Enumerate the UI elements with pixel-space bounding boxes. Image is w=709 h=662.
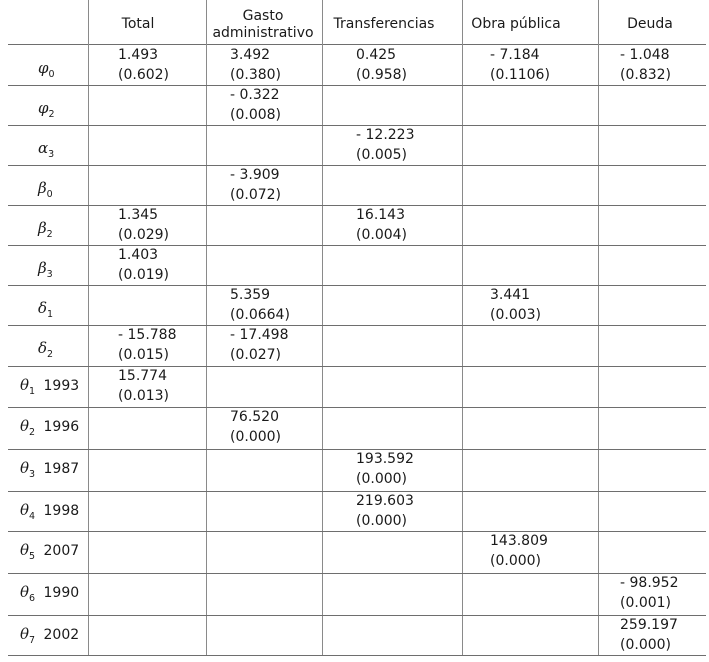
parameter-subscript: 4 [29,511,36,522]
header-rule [8,44,706,45]
coefficient-estimate: - 1.048 [620,47,670,63]
parameter-letter: α [38,139,49,157]
p-value: (0.001) [620,594,672,611]
p-value: (0.015) [118,346,170,363]
column-header: Transferencias [333,16,435,32]
p-value: (0.000) [620,636,672,653]
parameter-subscript: 5 [29,551,36,562]
parameter-subscript: 3 [29,469,36,480]
p-value: (0.1106) [490,66,550,83]
parameter-subscript: 3 [46,269,53,280]
row-label [38,99,55,120]
column-header: Obra pública [471,16,561,32]
row-rule [8,245,706,246]
parameter-subscript: 3 [48,149,55,160]
coefficient-estimate: 1.493 [118,47,159,63]
parameter-letter: θ [20,625,30,643]
row-label [20,583,79,604]
coefficient-estimate: 1.403 [118,247,159,263]
row-label [20,417,79,438]
parameter-letter: β [38,219,47,237]
break-year: 1998 [39,503,80,519]
break-year: 1996 [39,419,80,435]
coefficient-estimate: 5.359 [230,287,271,303]
coefficient-estimate: 219.603 [356,493,414,509]
p-value: (0.0664) [230,306,290,323]
coefficient-cell [490,532,548,571]
parameter-symbol [20,417,36,438]
parameter-symbol [38,179,53,200]
parameter-symbol [20,583,36,604]
p-value: (0.029) [118,226,170,243]
coefficient-estimate: 3.441 [490,287,531,303]
parameter-symbol [38,99,55,120]
coefficient-cell [356,206,407,245]
coefficient-cell [230,326,289,365]
parameter-letter: φ [38,99,49,117]
coefficient-estimate: 15.774 [118,368,167,384]
row-rule [8,325,706,326]
break-year: 1990 [39,585,80,601]
break-year: 1993 [39,378,80,394]
column-divider [322,0,323,655]
parameter-letter: δ [38,299,48,317]
parameter-symbol [38,259,53,280]
coefficient-estimate: 76.520 [230,409,279,425]
parameter-letter: θ [20,376,30,394]
parameter-symbol [38,139,55,160]
p-value: (0.000) [490,552,542,569]
p-value: (0.005) [356,146,408,163]
row-label [38,179,53,200]
coefficient-cell [118,367,169,406]
parameter-symbol [38,59,55,80]
p-value: (0.602) [118,66,170,83]
column-header: Deuda [627,16,673,32]
row-rule [8,531,706,532]
coefficient-cell [118,246,169,285]
coefficient-cell [230,166,281,205]
parameter-subscript: 0 [46,189,53,200]
coefficient-cell [356,126,415,165]
p-value: (0.004) [356,226,408,243]
p-value: (0.013) [118,387,170,404]
row-label [20,459,79,480]
coefficient-estimate: - 12.223 [356,127,415,143]
parameter-letter: δ [38,339,48,357]
coefficient-estimate: 193.592 [356,451,414,467]
coefficient-cell [356,46,407,85]
row-rule [8,285,706,286]
coefficient-cell [230,46,281,85]
row-label [20,625,79,646]
parameter-subscript: 2 [47,349,54,360]
column-header: Gasto administrativo [212,8,314,41]
row-rule [8,407,706,408]
p-value: (0.000) [356,470,408,487]
coefficient-estimate: 0.425 [356,47,397,63]
column-divider [206,0,207,655]
row-rule [8,165,706,166]
p-value: (0.008) [230,106,282,123]
column-divider [88,0,89,655]
parameter-symbol [38,339,54,360]
parameter-symbol [38,299,54,320]
p-value: (0.003) [490,306,542,323]
coefficient-cell [620,574,679,613]
coefficient-estimate: - 3.909 [230,167,280,183]
parameter-symbol [20,541,36,562]
row-label [20,501,79,522]
coefficient-estimate: 259.197 [620,617,678,633]
p-value: (0.000) [230,428,282,445]
p-value: (0.072) [230,186,282,203]
parameter-subscript: 6 [29,593,36,604]
parameter-letter: θ [20,459,30,477]
row-label [38,139,54,160]
break-year: 2002 [39,627,80,643]
row-label [20,376,79,397]
coefficient-cell [490,286,541,325]
row-label [38,259,53,280]
break-year: 1987 [39,461,80,477]
parameter-subscript: 0 [48,69,55,80]
parameter-letter: θ [20,541,30,559]
coefficient-cell [118,326,177,365]
row-label [20,541,79,562]
break-year: 2007 [39,543,80,559]
coefficient-estimate: - 17.498 [230,327,289,343]
coefficient-cell [356,492,414,531]
row-label [38,219,53,240]
p-value: (0.027) [230,346,282,363]
parameter-subscript: 2 [46,229,53,240]
coefficient-cell [230,408,281,447]
parameter-symbol [20,376,36,397]
parameter-letter: θ [20,583,30,601]
coefficient-estimate: - 0.322 [230,87,280,103]
coefficient-estimate: - 15.788 [118,327,177,343]
row-rule [8,615,706,616]
parameter-subscript: 7 [29,635,36,646]
row-label [38,339,53,360]
coefficient-cell [230,286,290,325]
coefficient-estimate: 16.143 [356,207,405,223]
parameter-letter: β [38,179,47,197]
parameter-letter: φ [38,59,49,77]
parameter-symbol [38,219,53,240]
parameter-letter: θ [20,417,30,435]
coefficient-cell [118,206,169,245]
coefficient-estimate: 143.809 [490,533,548,549]
coefficient-cell [620,46,671,85]
p-value: (0.958) [356,66,408,83]
coefficient-cell [118,46,169,85]
column-divider [462,0,463,655]
column-divider [598,0,599,655]
parameter-subscript: 2 [29,427,36,438]
parameter-subscript: 1 [29,386,36,397]
row-rule [8,573,706,574]
row-rule [8,85,706,86]
parameter-symbol [20,501,36,522]
parameter-symbol [20,625,36,646]
column-header: Total [121,16,155,32]
coefficient-estimate: - 7.184 [490,47,540,63]
row-rule [8,655,706,656]
coefficient-cell [490,46,550,85]
coefficient-estimate: 1.345 [118,207,159,223]
parameter-subscript: 1 [47,309,54,320]
coefficient-cell [230,86,281,125]
row-label [38,299,53,320]
p-value: (0.832) [620,66,672,83]
parameter-letter: β [38,259,47,277]
p-value: (0.380) [230,66,282,83]
coefficient-cell [620,616,678,655]
p-value: (0.000) [356,512,408,529]
parameter-symbol [20,459,36,480]
coefficient-cell [356,450,414,489]
parameter-letter: θ [20,501,30,519]
row-label [38,59,55,80]
coefficient-estimate: - 98.952 [620,575,679,591]
p-value: (0.019) [118,266,170,283]
coefficient-estimate: 3.492 [230,47,271,63]
parameter-subscript: 2 [48,109,55,120]
row-rule [8,366,706,367]
